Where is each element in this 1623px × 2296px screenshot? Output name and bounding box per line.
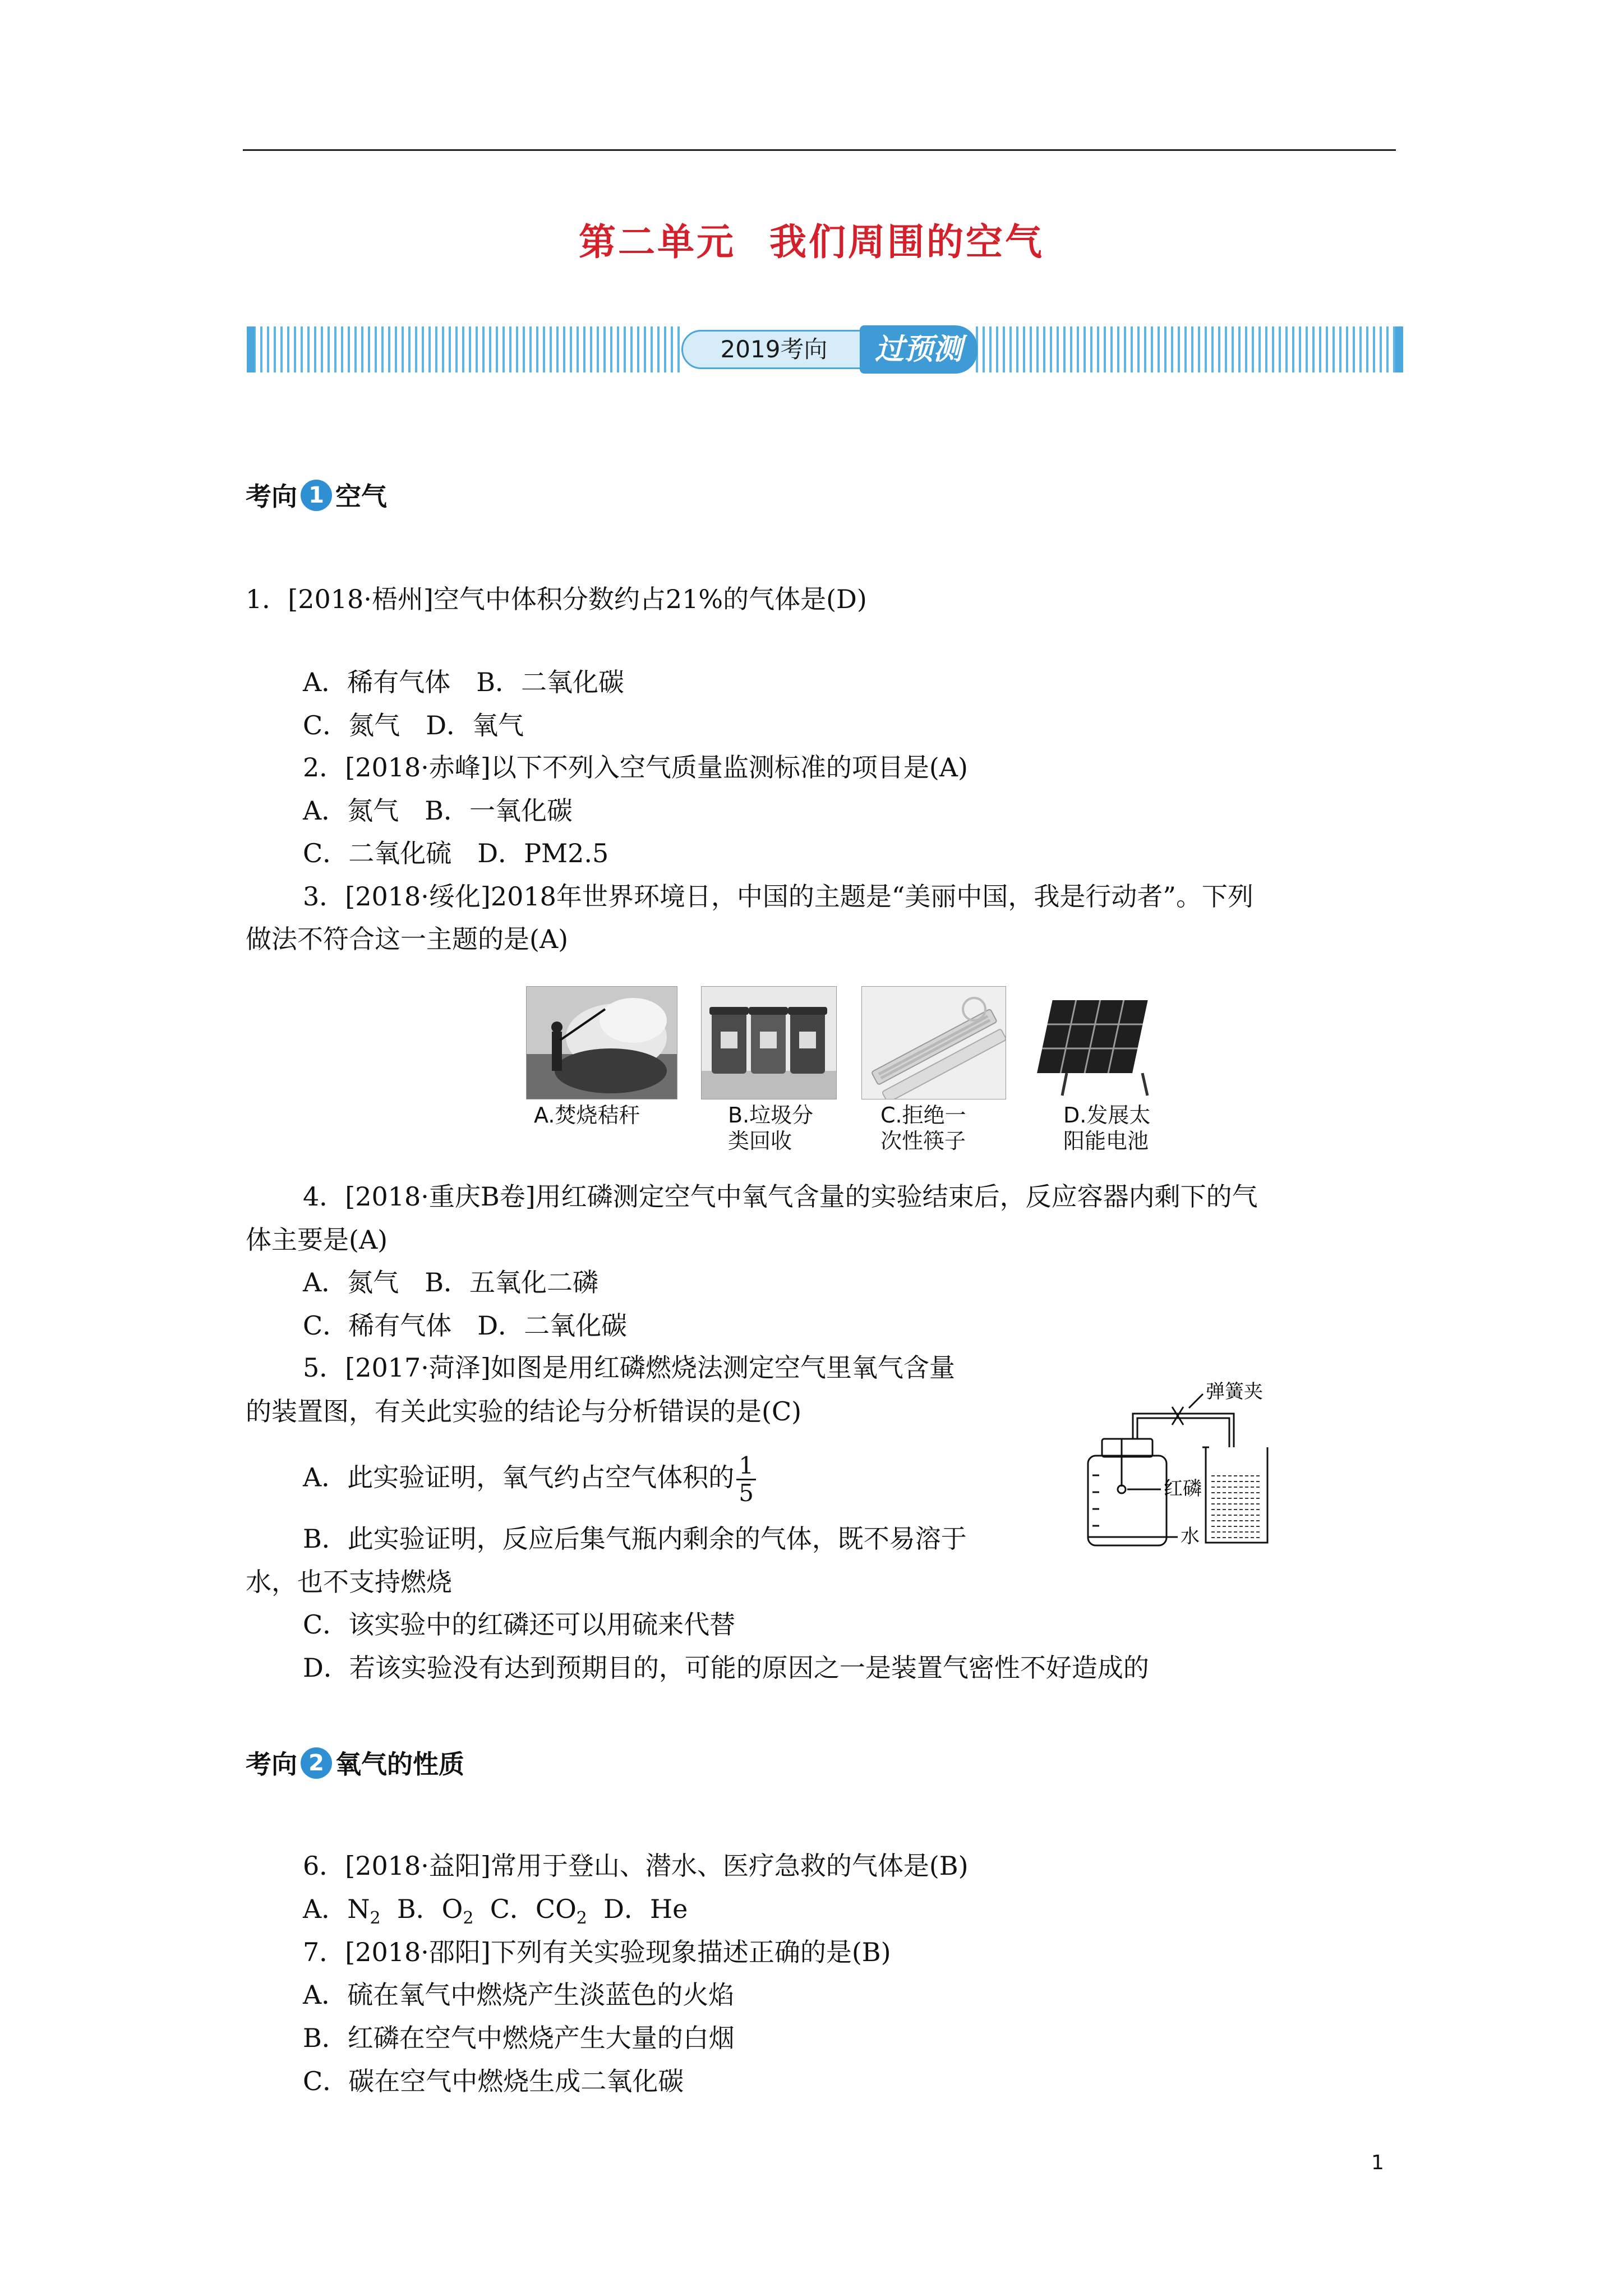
caption-d: D.发展太 阳能电池	[1063, 1103, 1151, 1153]
question-7: 7．[2018·邵阳]下列有关实验现象描述正确的是(B)	[303, 1937, 891, 1967]
question-3-line-1: 3．[2018·绥化]2018年世界环境日，中国的主题是“美丽中国，我是行动者”。下列	[303, 881, 1253, 912]
photo-disposable-chopsticks	[861, 986, 1006, 1099]
fraction-one-fifth: $\frac{1}{5}$	[736, 1453, 756, 1506]
banner-stamp: 过预测	[860, 325, 978, 374]
question-4-options-cd: C．稀有气体 D．二氧化碳	[303, 1310, 628, 1341]
section-number-badge: 1	[301, 480, 332, 511]
question-5-option-d: D．若该实验没有达到预期目的，可能的原因之一是装置气密性不好造成的	[303, 1653, 1149, 1683]
label-clamp: 弹簧夹	[1206, 1381, 1263, 1403]
question-6: 6．[2018·益阳]常用于登山、潜水、医疗急救的气体是(B)	[303, 1851, 969, 1881]
question-2-options-ab: A．氮气 B．一氧化碳	[303, 795, 573, 826]
section-banner	[247, 326, 1403, 372]
page-title	[0, 212, 1623, 265]
question-1: 1．[2018·梧州]空气中体积分数约占21%的气体是(D)	[246, 584, 867, 614]
title-topic: 我们周围的空气	[769, 220, 1044, 264]
question-5-option-c: C．该实验中的红磷还可以用硫来代替	[303, 1609, 736, 1640]
photo-burning-straw	[526, 986, 677, 1099]
question-2-options-cd: C．二氧化硫 D．PM2.5	[303, 838, 609, 868]
question-4-options-ab: A．氮气 B．五氧化二磷	[303, 1267, 599, 1297]
caption-c: C.拒绝一 次性筷子	[880, 1103, 966, 1153]
section-number-badge: 2	[301, 1747, 332, 1779]
question-5-option-a: A．此实验证明，氧气约占空气体积的 $\frac{1}{5}$	[303, 1453, 756, 1506]
question-3-line-2: 做法不符合这一主题的是(A)	[246, 924, 569, 954]
banner-pill	[681, 330, 979, 369]
photo-recycling-bins	[701, 986, 837, 1099]
page-number: 1	[1371, 2151, 1384, 2174]
banner-tag: 2019考向	[681, 330, 866, 369]
question-2: 2．[2018·赤峰]以下不列入空气质量监测标准的项目是(A)	[303, 752, 968, 783]
question-1-options-ab: A．稀有气体 B．二氧化碳	[303, 667, 625, 697]
caption-a: A.焚烧秸秆	[534, 1103, 640, 1128]
banner-stripes-left	[247, 326, 684, 372]
question-1-options-cd: C．氮气 D．氧气	[303, 710, 524, 740]
apparatus-diagram	[1077, 1374, 1312, 1559]
caption-b: B.垃圾分 类回收	[728, 1103, 814, 1153]
section-heading-2: 考向 2 氧气的性质	[246, 1747, 464, 1782]
label-water: 水	[1181, 1525, 1200, 1548]
title-unit: 第二单元	[579, 220, 736, 264]
question-7-option-b: B．红磷在空气中燃烧产生大量的白烟	[303, 2023, 735, 2053]
label-red-phosphorus: 红磷	[1164, 1478, 1202, 1500]
banner-stripes-right	[976, 326, 1403, 372]
photo-solar-panels	[1027, 986, 1168, 1098]
question-5-option-b-line-1: B．此实验证明，反应后集气瓶内剩余的气体，既不易溶于	[303, 1524, 967, 1554]
question-5-line-2: 的装置图，有关此实验的结论与分析错误的是(C)	[246, 1396, 802, 1427]
question-4-line-1: 4．[2018·重庆B卷]用红磷测定空气中氧气含量的实验结束后，反应容器内剩下的气	[303, 1181, 1258, 1212]
section-label: 空气	[335, 481, 387, 512]
section-label: 氧气的性质	[335, 1749, 464, 1779]
question-4-line-2: 体主要是(A)	[246, 1225, 388, 1255]
question-5-option-b-line-2: 水，也不支持燃烧	[246, 1567, 452, 1597]
section-heading-1: 考向 1 空气	[246, 480, 387, 514]
question-5-line-1: 5．[2017·菏泽]如图是用红磷燃烧法测定空气里氧气含量	[303, 1352, 955, 1383]
question-7-option-c: C．碳在空气中燃烧生成二氧化碳	[303, 2066, 684, 2096]
question-6-options: A．$N_2$ B．$O_2$ C．$CO_2$ D．He	[303, 1894, 688, 1929]
question-7-option-a: A．硫在氧气中燃烧产生淡蓝色的火焰	[303, 1980, 735, 2010]
header-rule	[243, 149, 1396, 151]
